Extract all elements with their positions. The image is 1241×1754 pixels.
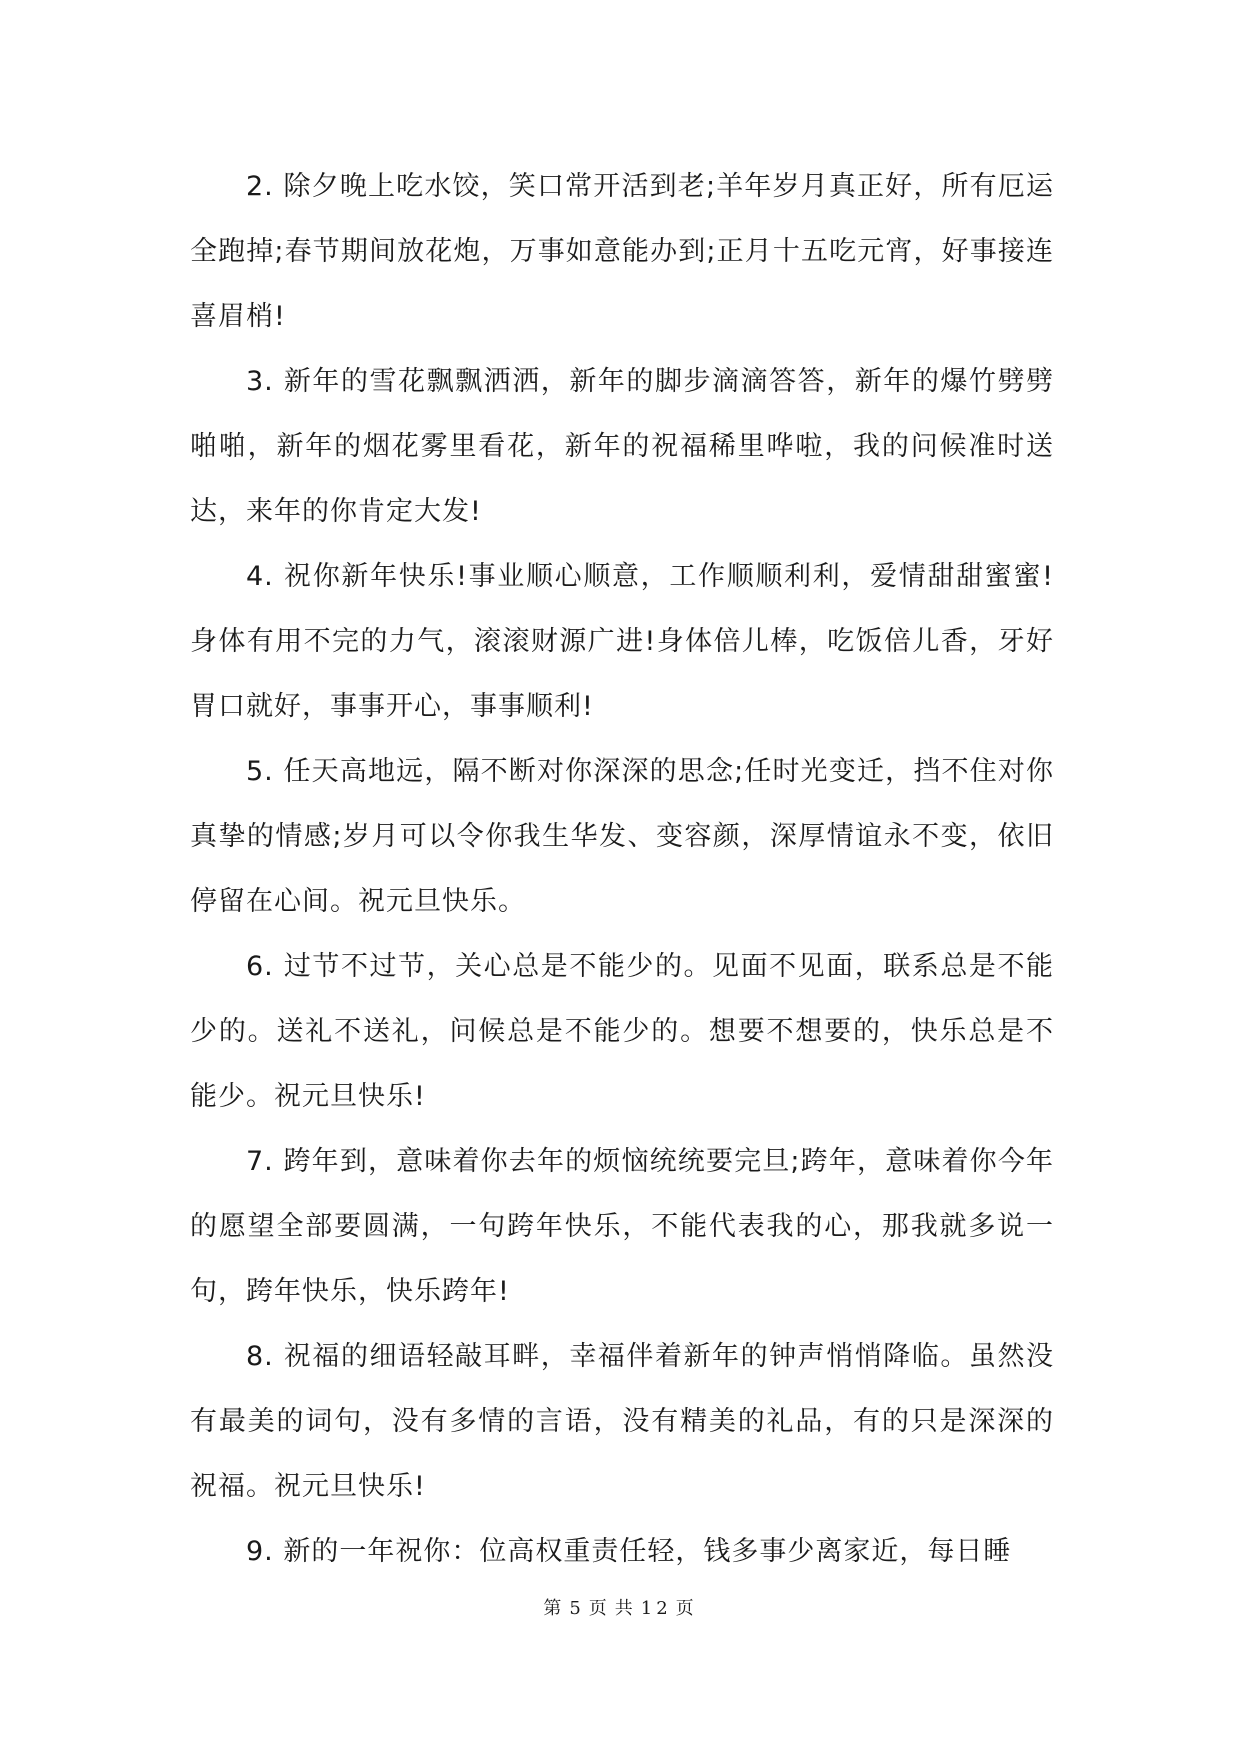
paragraph-4 xyxy=(190,544,1054,739)
paragraph-number: 4. xyxy=(246,561,274,592)
paragraph-5 xyxy=(190,739,1054,934)
footer-prefix: 第 xyxy=(543,1598,566,1619)
paragraph-7 xyxy=(190,1129,1054,1324)
paragraph-number: 9. xyxy=(246,1536,274,1567)
paragraph-2 xyxy=(190,154,1054,349)
paragraph-text: 过节不过节，关心总是不能少的。见面不见面，联系总是不能少的。送礼不送礼，问候总是不能少的。想要不想要的，快乐总是不能少。祝元旦快乐! xyxy=(190,951,1054,1112)
paragraph-3 xyxy=(190,349,1054,544)
footer-total-prefix: 共 xyxy=(614,1598,637,1619)
paragraph-number: 7. xyxy=(246,1146,274,1177)
paragraph-text: 跨年到，意味着你去年的烦恼统统要完旦;跨年，意味着你今年的愿望全部要圆满，一句跨年快乐，不能代表我的心，那我就多说一句，跨年快乐，快乐跨年! xyxy=(190,1146,1054,1307)
paragraph-text: 除夕晚上吃水饺，笑口常开活到老;羊年岁月真正好，所有厄运全跑掉;春节期间放花炮，万事如意能办到;正月十五吃元宵，好事接连喜眉梢! xyxy=(190,171,1054,332)
paragraph-text: 祝福的细语轻敲耳畔，幸福伴着新年的钟声悄悄降临。虽然没有最美的词句，没有多情的言语，没有精美的礼品，有的只是深深的祝福。祝元旦快乐! xyxy=(190,1341,1054,1502)
page-footer xyxy=(0,1594,1241,1620)
paragraph-8 xyxy=(190,1324,1054,1519)
paragraph-number: 6. xyxy=(246,951,274,982)
paragraph-9 xyxy=(190,1519,1054,1584)
paragraph-6 xyxy=(190,934,1054,1129)
paragraph-number: 5. xyxy=(246,756,274,787)
document-body xyxy=(190,154,1054,1584)
paragraph-number: 2. xyxy=(246,171,274,202)
footer-page-unit: 页 xyxy=(588,1598,611,1619)
paragraph-text: 新年的雪花飘飘洒洒，新年的脚步滴滴答答，新年的爆竹劈劈啪啪，新年的烟花雾里看花，新年的祝福稀里哗啦，我的问候准时送达，来年的你肯定大发! xyxy=(190,366,1054,527)
paragraph-number: 3. xyxy=(246,366,274,397)
paragraph-text: 任天高地远，隔不断对你深深的思念;任时光变迁，挡不住对你真挚的情感;岁月可以令你我生华发、变容颜，深厚情谊永不变，依旧停留在心间。祝元旦快乐。 xyxy=(190,756,1054,917)
footer-current-page: 5 xyxy=(569,1598,585,1619)
paragraph-number: 8. xyxy=(246,1341,274,1372)
footer-total-unit: 页 xyxy=(675,1598,698,1619)
paragraph-text: 祝你新年快乐!事业顺心顺意，工作顺顺利利，爱情甜甜蜜蜜!身体有用不完的力气，滚滚财源广进!身体倍儿棒，吃饭倍儿香，牙好胃口就好，事事开心，事事顺利! xyxy=(190,561,1054,722)
footer-total-pages: 12 xyxy=(640,1598,672,1619)
paragraph-text: 新的一年祝你：位高权重责任轻，钱多事少离家近，每日睡 xyxy=(283,1536,1012,1567)
